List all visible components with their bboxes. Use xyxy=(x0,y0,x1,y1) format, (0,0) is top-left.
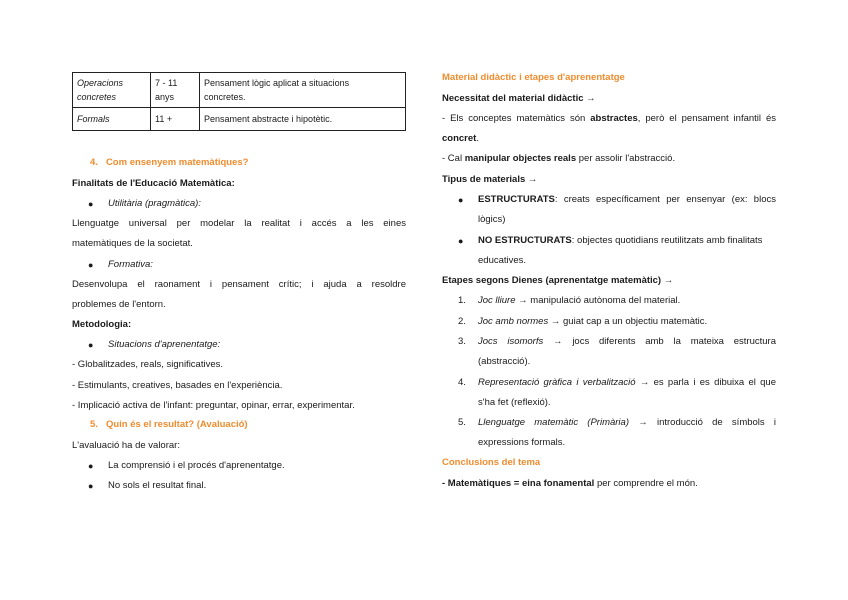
paragraph-line: matemàtiques de la societat. xyxy=(72,238,193,249)
bullet-icon: ● xyxy=(458,236,464,246)
section-5-heading: 5. Quin és el resultat? (Avaluació) xyxy=(90,419,248,430)
paragraph-line: s'ha fet (reflexió). xyxy=(478,397,551,408)
stage-cell: Operacions concretes xyxy=(73,73,151,108)
paragraph-line: Desenvolupa el raonament i pensament crític; i ajuda a resoldre xyxy=(72,279,406,290)
evaluation-intro: L'avaluació ha de valorar: xyxy=(72,440,180,451)
list-item: 4. Representació gràfica i verbalització → es parla i es dibuixa el que xyxy=(458,377,776,388)
list-item: - Estimulants, creatives, basades en l'experiència. xyxy=(72,380,283,391)
types-heading: Tipus de materials → xyxy=(442,174,538,185)
description-cell: Pensament abstracte i hipotètic. xyxy=(200,108,406,131)
paragraph-line: - Els conceptes matemàtics són abstractes, però el pensament infantil és xyxy=(442,113,776,124)
section-4-heading: 4. Com ensenyem matemàtiques? xyxy=(90,157,249,168)
list-item: 1. Joc lliure → manipulació autònoma del material. xyxy=(458,295,681,306)
paragraph-line: expressions formals. xyxy=(478,437,566,448)
paragraph-line: Llenguatge universal per modelar la realitat i accés a les eines xyxy=(72,218,406,229)
list-item: ● La comprensió i el procés d'aprenentatge. xyxy=(88,460,285,471)
bullet-icon: ● xyxy=(88,260,94,270)
description-cell: Pensament lògic aplicat a situacions concretes. xyxy=(200,73,406,108)
bullet-icon: ● xyxy=(88,340,94,350)
list-item: ● NO ESTRUCTURATS: objectes quotidians reutilitzats amb finalitats xyxy=(458,235,763,246)
list-item: - Implicació activa de l'infant: preguntar, opinar, errar, experimentar. xyxy=(72,400,355,411)
list-item: ● No sols el resultat final. xyxy=(88,480,207,491)
paragraph-line: lògics) xyxy=(478,214,506,225)
stages-heading: Etapes segons Dienes (aprenentatge matemàtic) → xyxy=(442,275,674,286)
list-item: 5. Llenguatge matemàtic (Primària) → introducció de símbols i xyxy=(458,417,777,428)
bullet-icon: ● xyxy=(88,199,94,209)
list-item: ● Utilitària (pragmàtica): xyxy=(88,198,201,209)
list-item: 3. Jocs isomorfs → jocs diferents amb la mateixa estructura xyxy=(458,336,776,347)
bullet-icon: ● xyxy=(88,481,94,491)
paragraph-line: problemes de l'entorn. xyxy=(72,299,166,310)
methodology-heading: Metodologia: xyxy=(72,319,132,330)
material-heading: Material didàctic i etapes d'aprenentatge xyxy=(442,72,625,83)
list-item: - Globalitzades, reals, significatives. xyxy=(72,359,224,370)
ages-cell: 11 + xyxy=(151,108,200,131)
paragraph-line: - Cal manipular objectes reals per assolir l'abstracció. xyxy=(442,153,676,164)
purposes-heading: Finalitats de l'Educació Matemàtica: xyxy=(72,178,235,189)
list-item: 2. Joc amb normes → guiat cap a un objectiu matemàtic. xyxy=(458,316,708,327)
paragraph-line: concret. xyxy=(442,133,479,144)
list-item: ● ESTRUCTURATS: creats específicament per ensenyar (ex: blocs xyxy=(458,194,776,205)
table-row xyxy=(73,73,406,108)
bullet-icon: ● xyxy=(458,195,464,205)
paragraph-line: educatives. xyxy=(478,255,527,266)
need-heading: Necessitat del material didàctic → xyxy=(442,93,596,104)
bullet-icon: ● xyxy=(88,461,94,471)
list-item: ● Formativa: xyxy=(88,259,153,270)
stages-table xyxy=(72,72,406,131)
conclusions-heading: Conclusions del tema xyxy=(442,457,541,468)
ages-cell: 7 - 11 anys xyxy=(151,73,200,108)
table-row xyxy=(73,108,406,131)
stage-cell: Formals xyxy=(73,108,151,131)
conclusion-line: - Matemàtiques = eina fonamental per comprendre el món. xyxy=(442,478,698,489)
paragraph-line: (abstracció). xyxy=(478,356,531,367)
list-item: ● Situacions d'aprenentatge: xyxy=(88,339,221,350)
